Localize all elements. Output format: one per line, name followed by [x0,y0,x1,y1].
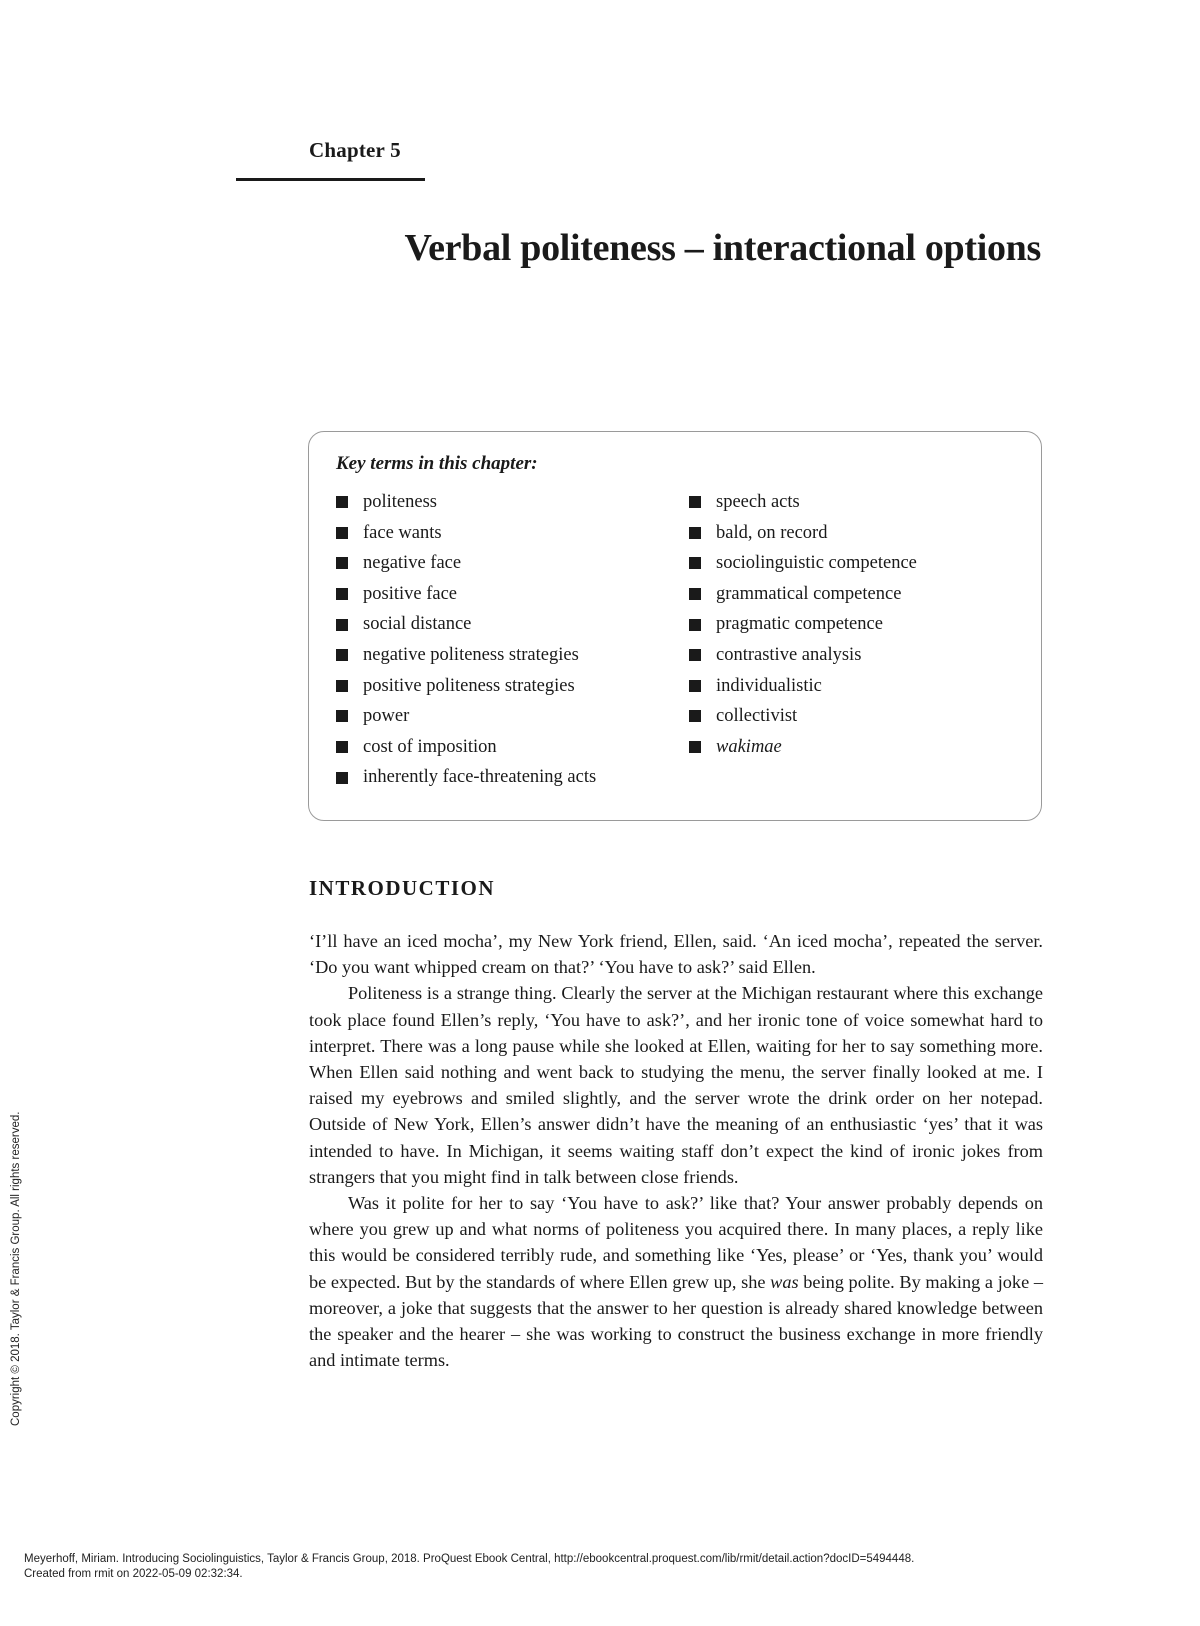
square-bullet-icon [689,649,701,661]
key-term-label: wakimae [716,736,782,757]
key-term-label: pragmatic competence [716,614,883,635]
created-line: Created from rmit on 2022-05-09 02:32:34. [24,1568,243,1580]
paragraph-text: being polite. By making a joke – moreover, a joke that suggests that the answer to her question is already shared knowledge between the speaker and the hearer – she was working to construct the business exchange in more friendly and intimate terms. [309,1271,1043,1371]
key-term-label: politeness [363,492,437,512]
key-term-label: power [363,706,410,727]
key-term-item [689,548,917,579]
chapter-label: Chapter 5 [309,138,401,162]
square-bullet-icon [689,741,701,753]
key-term-label: face wants [363,522,442,543]
paragraph-text: Was it polite for her to say ‘You have to ask?’ like that? Your answer probably depends on where you grew up and what norms of politeness you acquired there. In many places, a reply like this would be considered terribly rude, and something like ‘Yes, please’ or ‘Yes, thank you’ would be expected. But by the standards of where Ellen grew up, she [309,1193,1043,1292]
key-term-label: inherently face-threatening acts [363,767,597,788]
chapter-title: Verbal politeness – interactional options [404,227,1041,269]
key-term-item [689,609,917,640]
key-term-item [336,671,596,702]
key-term-label: speech acts [716,492,800,512]
square-bullet-icon [336,710,348,722]
key-term-label: grammatical competence [716,583,902,604]
key-terms-left-column [336,487,596,793]
square-bullet-icon [336,557,348,569]
key-term-item [336,518,596,549]
section-heading-introduction: INTRODUCTION [309,876,496,900]
key-term-label: negative politeness strategies [363,644,579,665]
key-term-item [336,701,596,732]
key-term-item [689,487,917,518]
square-bullet-icon [689,588,701,600]
key-terms-box [308,431,1042,821]
square-bullet-icon [336,496,348,508]
key-term-item [336,609,596,640]
key-term-item [689,671,917,702]
square-bullet-icon [336,588,348,600]
square-bullet-icon [689,710,701,722]
introduction-body [309,928,1043,1373]
key-term-item [336,640,596,671]
square-bullet-icon [336,619,348,631]
key-term-item [336,487,596,518]
key-term-item [336,548,596,579]
chapter-rule [236,178,425,181]
emphasis-text: was [770,1271,799,1292]
citation-line: Meyerhoff, Miriam. Introducing Sociolinguistics, Taylor & Francis Group, 2018. ProQuest Ebook Central, http://ebookcentral.proquest.com/lib/rmit/detail.action?docID=5494448. [24,1553,915,1565]
square-bullet-icon [336,680,348,692]
square-bullet-icon [689,557,701,569]
key-term-label: positive face [363,583,457,604]
square-bullet-icon [336,527,348,539]
key-term-item [689,518,917,549]
key-term-label: social distance [363,614,472,635]
key-term-label: negative face [363,553,462,574]
square-bullet-icon [336,741,348,753]
key-term-label: individualistic [716,675,822,696]
key-terms-right-column [689,487,917,762]
citation-footer [24,1552,1184,1582]
key-term-label: bald, on record [716,522,828,543]
key-term-label: positive politeness strategies [363,675,575,696]
key-terms-heading: Key terms in this chapter: [336,453,538,474]
key-term-label: collectivist [716,706,798,727]
paragraph: ‘I’ll have an iced mocha’, my New York friend, Ellen, said. ‘An iced mocha’, repeated the server. ‘Do you want whipped cream on that?’ ‘You have to ask?’ said Ellen. [309,931,1043,978]
square-bullet-icon [689,680,701,692]
paragraph [309,1190,1043,1373]
key-term-label: contrastive analysis [716,644,862,665]
copyright-notice: Copyright © 2018. Taylor & Francis Group. All rights reserved. [10,1111,22,1426]
key-term-item [689,579,917,610]
key-term-item [689,640,917,671]
key-term-label: cost of imposition [363,736,497,757]
square-bullet-icon [689,619,701,631]
key-term-item [336,762,596,793]
key-term-item [689,701,917,732]
square-bullet-icon [336,649,348,661]
key-term-item [689,732,917,763]
square-bullet-icon [336,772,348,784]
square-bullet-icon [689,527,701,539]
paragraph: Politeness is a strange thing. Clearly the server at the Michigan restaurant where this exchange took place found Ellen’s reply, ‘You have to ask?’, and her ironic tone of voice somewhat hard to interpret. There was a long pause while she looked at Ellen, waiting for her to say something more. When Ellen said nothing and went back to studying the menu, the server finally looked at me. I raised my eyebrows and smiled slightly, and the server wrote the drink order on her notepad. Outside of New York, Ellen’s answer didn’t have the meaning of an enthusiastic ‘yes’ that it was intended to have. In Michigan, it seems waiting staff don’t expect the kind of ironic jokes from strangers that you might find in talk between close friends. [309,983,1043,1187]
key-term-item [336,579,596,610]
key-term-label: sociolinguistic competence [716,553,917,574]
key-term-item [336,732,596,763]
square-bullet-icon [689,496,701,508]
